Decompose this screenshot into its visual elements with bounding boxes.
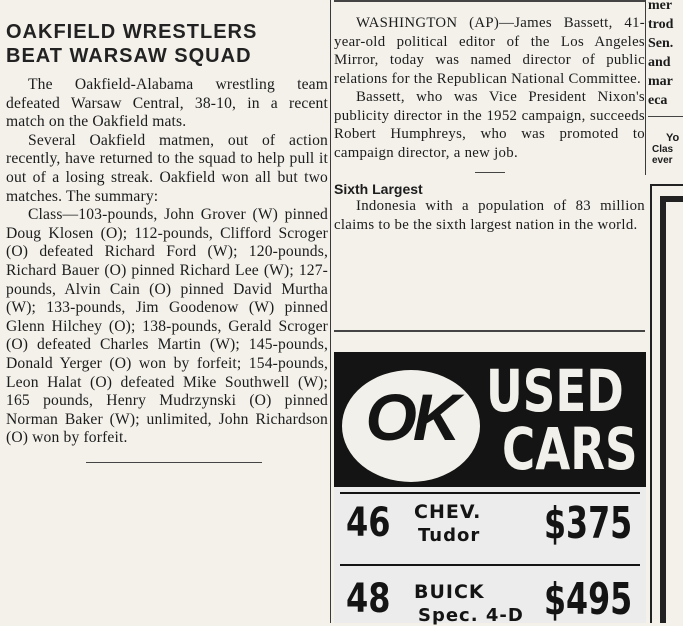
text-fragment: trod: [648, 17, 674, 32]
end-rule: [86, 462, 262, 463]
text-fragment: Clas: [652, 144, 674, 155]
brief-heading: Sixth Largest: [334, 181, 423, 197]
car-price: $495: [544, 574, 633, 625]
text-fragment: eca: [648, 93, 668, 108]
adjacent-column-fragment: [648, 0, 683, 623]
car-year: 48: [346, 576, 391, 622]
article-paragraph: WASHINGTON (AP)—James Bassett, 41-year-old political editor of the Los Angeles Mirror, today was named director of public relations for the Republican National Committee.: [334, 15, 645, 87]
ad-title-cars: CARS: [502, 415, 638, 483]
car-make: BUICK: [414, 581, 485, 603]
dash-rule: [475, 172, 505, 173]
politics-article: [334, 14, 645, 162]
article-paragraph: The Oakfield-Alabama wrestling team defeated Warsaw Central, 38-10, in a recent match on the Oakfield mats.: [6, 76, 328, 131]
headline-line-2: BEAT WARSAW SQUAD: [6, 45, 252, 67]
ok-logo-text: OK: [365, 380, 457, 454]
ad-title-used: USED: [486, 357, 624, 425]
top-rule: [334, 0, 645, 2]
text-fragment: Yo: [666, 132, 680, 144]
column-rule-left: [330, 0, 331, 623]
text-fragment: ever: [652, 155, 673, 166]
box-inner-left: [660, 196, 666, 623]
article-headline: [6, 20, 328, 68]
text-fragment: mar: [648, 74, 673, 89]
brief-article: [334, 197, 645, 234]
article-paragraph: Bassett, who was Vice President Nixon's publicity director in the 1952 campaign, succeeds Robert Humphreys, who was promoted to campaign director, a new job.: [334, 89, 645, 161]
box-border-top: [650, 184, 683, 186]
text-fragment: and: [648, 55, 671, 70]
car-make: CHEV.: [414, 501, 482, 523]
box-border-left: [650, 184, 652, 623]
section-rule: [334, 330, 645, 332]
article-paragraph: Class—103-pounds, John Grover (W) pinned Doug Klosen (O); 112-pounds, Clifford Scroger (O) defeated Richard Ford (W); 120-pounds, Richard Bauer (O) pinned Richard Lee (W); 127-pounds, Alvin Cain (O) pinned David Murtha (W); 133-pounds, Jim Goodenow (W) pinned Glenn Hilchey (O); 138-pounds, Gerald Scroger (O) defeated Charles Martin (W); 145-pounds, Donald Yerger (O) won by forfeit; 154-pounds, Leon Halat (O) defeated Mike Southwell (W); 165 pounds, Henry Mudrzynski (O) pinned Norman Baker (W); unlimited, John Richardson (O) won by forfeit.: [6, 206, 328, 447]
wrestling-article: [6, 0, 328, 623]
fragment-rule: [648, 116, 683, 117]
article-body: [6, 76, 328, 448]
headline-line-1: OAKFIELD WRESTLERS: [6, 21, 258, 43]
used-cars-ad: [334, 352, 646, 626]
car-model: Tudor: [418, 525, 481, 546]
article-paragraph: Several Oakfield matmen, out of action recently, have returned to the squad to help pull it out of a losing streak. Oakfield won all but two matches. The summary:: [6, 131, 328, 205]
ad-divider: [340, 564, 640, 566]
text-fragment: Sen.: [648, 36, 674, 51]
column-rule-right: [645, 0, 646, 175]
car-price: $375: [544, 498, 633, 549]
text-fragment: mer: [648, 0, 673, 13]
brief-paragraph: Indonesia with a population of 83 million claims to be the sixth largest nation in the world.: [334, 198, 645, 233]
car-model: Spec. 4-D: [418, 605, 524, 626]
car-year: 46: [346, 500, 391, 546]
ad-divider: [340, 492, 640, 494]
